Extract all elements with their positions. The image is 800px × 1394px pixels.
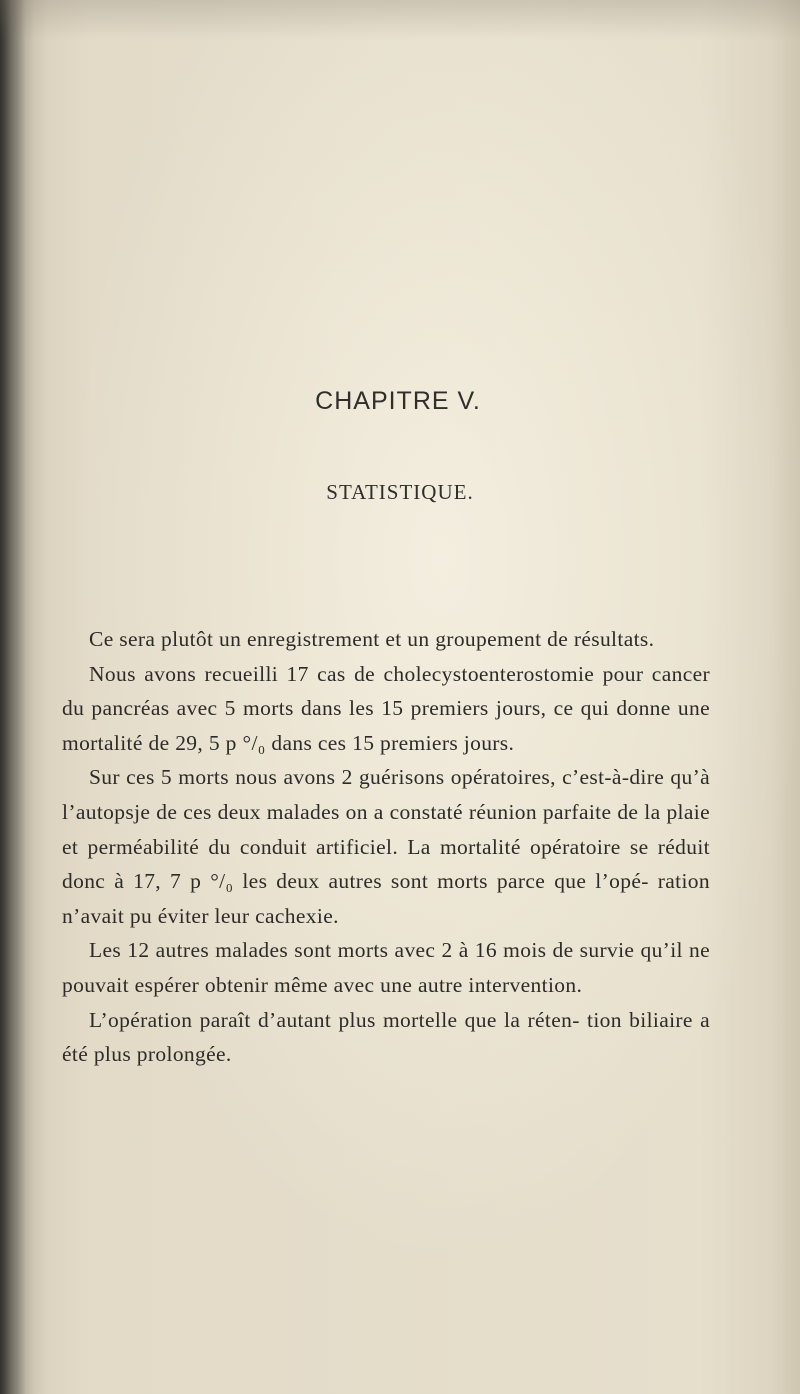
paragraph-3: Sur ces 5 morts nous avons 2 guérisons opératoires, c’est-à-dire qu’à l’autopsje de ces deux malades on a constaté réunion parfaite de la plaie et perméabilité du conduit artificiel. La mortalité opératoire se réduit donc à 17, 7 p °/₀ les deux autres sont morts parce que l’opé- ration n’avait pu éviter leur cachexie. xyxy=(62,765,710,928)
chapter-subtitle: STATISTIQUE. xyxy=(326,480,474,504)
chapter-heading: CHAPITRE V. xyxy=(315,387,481,415)
paragraph-1: Ce sera plutôt un enregistrement et un groupement de résultats. xyxy=(89,627,655,651)
paragraph-2: Nous avons recueilli 17 cas de cholecystoenterostomie pour cancer du pancréas avec 5 morts dans les 15 premiers jours, ce qui donne une mortalité de 29, 5 p °/₀ dans ces 15 premiers jours. xyxy=(62,661,710,755)
paragraph-5: L’opération paraît d’autant plus mortelle que la réten- tion biliaire a été plus prolongée. xyxy=(62,1007,710,1067)
paragraph-4: Les 12 autres malades sont morts avec 2 à 16 mois de survie qu’il ne pouvait espérer obtenir même avec une autre intervention. xyxy=(62,938,710,997)
body-text xyxy=(62,622,710,1072)
